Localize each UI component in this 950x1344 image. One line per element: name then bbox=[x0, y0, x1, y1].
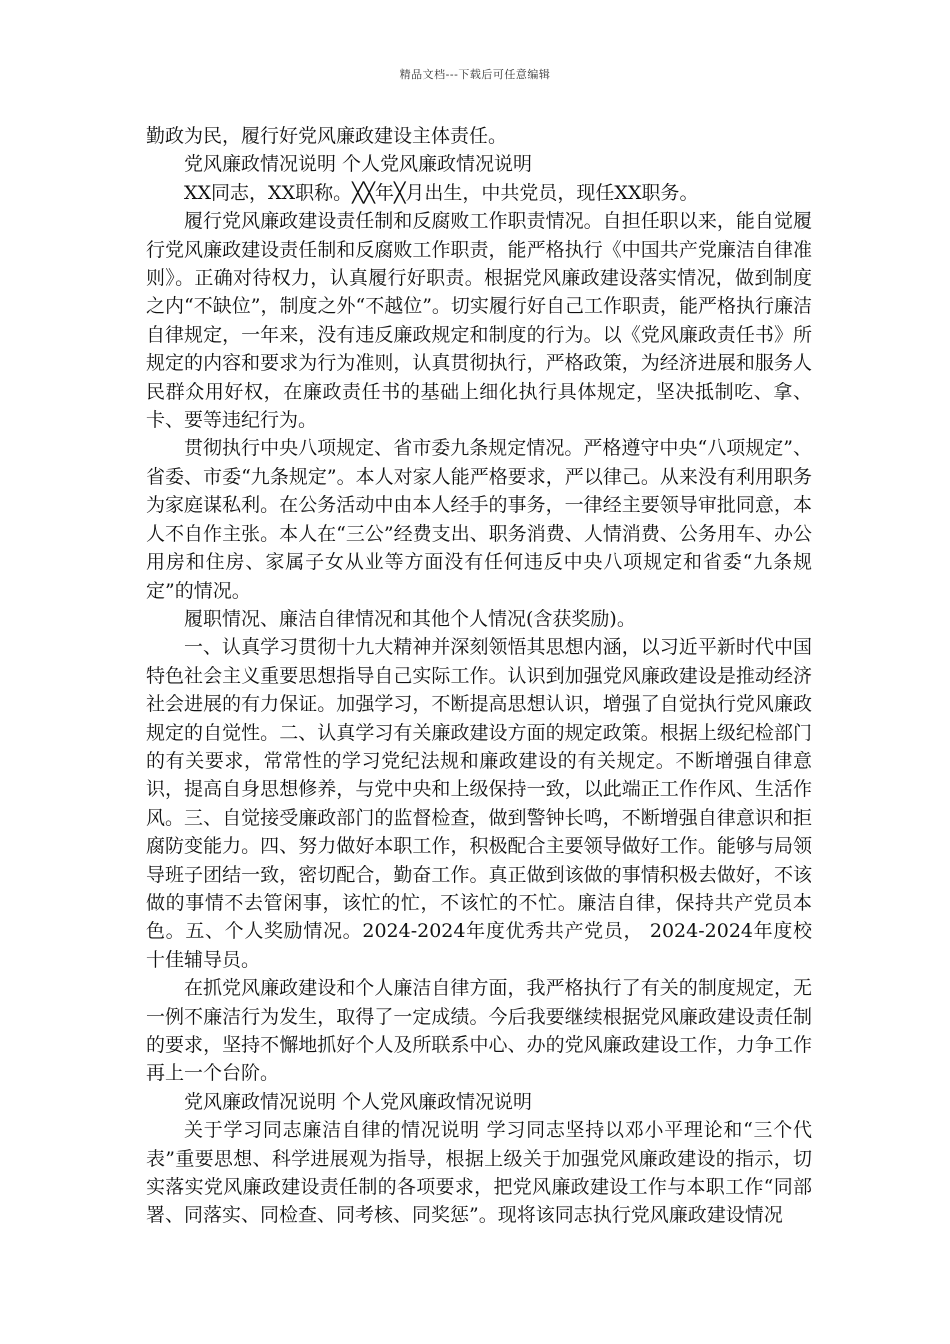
section-heading: 履职情况、廉洁自律情况和其他个人情况(含获奖励)。 bbox=[184, 607, 636, 630]
paragraph-intro: 勤政为民，履行好党风廉政建设主体责任。 bbox=[146, 125, 508, 147]
paragraph-study: 关于学习同志廉洁自律的情况说明 学习同志坚持以邓小平理论和“三个代表”重要思想、科学进展观为指导，根据上级关于加强党风廉政建设的指示，切实落实党风廉政建设责任制的各项要求，把党风廉政建设工作与本职工作“同部署、同落实、同检查、同考核、同奖惩”。现将该同志执行党风廉政建设情况 bbox=[146, 1119, 812, 1227]
page-header: 精品文档---下载后可任意编辑 bbox=[399, 68, 551, 81]
paragraph-profile: XX同志，XX职称。╳╳年╳月出生，中共党员，现任XX职务。 bbox=[184, 181, 699, 204]
paragraph-eight-rules: 贯彻执行中央八项规定、省市委九条规定情况。严格遵守中央“八项规定”、省委、市委“九条规定”。本人对家人能严格要求，严以律己。从来没有利用职务为家庭谋私利。在公务活动中由本人经手的事务，一律经主要领导审批同意，本人不自作主张。本人在“三公”经费支出、职务消费、人情消费、公务用车、办公用房和住房、家属子女从业等方面没有任何违反中央八项规定和省委“九条规定”的情况。 bbox=[146, 437, 812, 602]
document-body bbox=[146, 122, 812, 1230]
paragraph-performance: 一、认真学习贯彻十九大精神并深刻领悟其思想内涵，以习近平新时代中国特色社会主义重要思想指导自己实际工作。认识到加强党风廉政建设是推动经济社会进展的有力保证。加强学习，不断提高思想认识，增强了自觉执行党风廉政规定的自觉性。二、认真学习有关廉政建设方面的规定政策。根据上级纪检部门的有关要求，常常性的学习党纪法规和廉政建设的有关规定。不断增强自律意识，提高自身思想修养，与党中央和上级保持一致，以此端正工作作风、生活作风。三、自觉接受廉政部门的监督检查，做到警钟长鸣，不断增强自律意识和拒腐防变能力。四、努力做好本职工作，积极配合主要领导做好工作。能够与局领导班子团结一致，密切配合，勤奋工作。真正做到该做的事情积极去做好，不该做的事情不去管闲事，该忙的忙，不该忙的不忙。廉洁自律，保持共产党员本色。五、个人奖励情况。2024-2024年度优秀共产党员， 2024-2024年度校十佳辅导员。 bbox=[146, 636, 812, 971]
section-heading: 党风廉政情况说明 个人党风廉政情况说明 bbox=[184, 153, 533, 176]
section-heading: 党风廉政情况说明 个人党风廉政情况说明 bbox=[184, 1090, 533, 1113]
paragraph-conclusion: 在抓党风廉政建设和个人廉洁自律方面，我严格执行了有关的制度规定，无一例不廉洁行为发生，取得了一定成绩。今后我要继续根据党风廉政建设责任制的要求，坚持不懈地抓好个人及所联系中心、办的党风廉政建设工作，力争工作再上一个台阶。 bbox=[146, 977, 812, 1085]
paragraph-responsibility: 履行党风廉政建设责任制和反腐败工作职责情况。自担任职以来，能自觉履行党风廉政建设责任制和反腐败工作职责，能严格执行《中国共产党廉洁自律准则》。正确对待权力，认真履行好职责。根据党风廉政建设落实情况，做到制度之内“不缺位”，制度之外“不越位”。切实履行好自己工作职责，能严格执行廉洁自律规定，一年来，没有违反廉政规定和制度的行为。以《党风廉政责任书》所规定的内容和要求为行为准则，认真贯彻执行，严格政策，为经济进展和服务人民群众用好权，在廉政责任书的基础上细化执行具体规定，坚决抵制吃、拿、卡、要等违纪行为。 bbox=[146, 210, 812, 432]
